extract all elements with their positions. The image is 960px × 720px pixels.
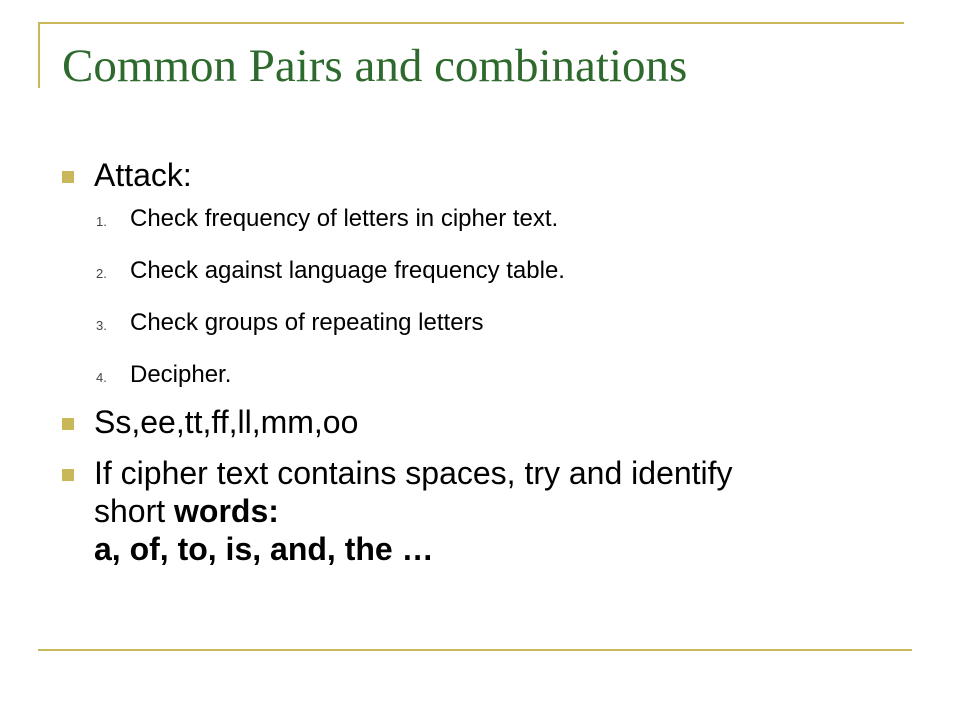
bullet-text: Attack:	[94, 157, 192, 193]
square-bullet-icon	[62, 171, 74, 183]
bullet-text-line-2	[94, 492, 912, 530]
bullet-text: Ss,ee,tt,ff,ll,mm,oo	[94, 404, 359, 440]
bullet-short-words	[62, 454, 912, 568]
list-item	[62, 256, 912, 285]
frame-left-rule	[38, 22, 40, 88]
list-item-text: Check groups of repeating letters	[130, 309, 484, 336]
plain-text: short	[94, 493, 175, 529]
slide-body	[62, 148, 912, 568]
list-item-text: Decipher.	[130, 361, 232, 388]
list-number: 2.	[96, 266, 107, 281]
list-item-text: Check against language frequency table.	[130, 257, 565, 284]
bullet-attack	[62, 156, 912, 194]
slide-title: Common Pairs and combinations	[62, 40, 688, 92]
short-words-examples: a, of, to, is, and, the …	[94, 531, 434, 567]
frame-bottom-rule	[38, 649, 912, 651]
bold-text: words:	[174, 493, 279, 529]
square-bullet-icon	[62, 418, 74, 430]
list-number: 1.	[96, 214, 107, 229]
square-bullet-icon	[62, 469, 74, 481]
list-number: 4.	[96, 370, 107, 385]
bullet-common-pairs	[62, 403, 912, 441]
list-item	[62, 204, 912, 233]
frame-top-rule	[38, 22, 904, 24]
attack-steps-list	[62, 204, 912, 389]
list-number: 3.	[96, 318, 107, 333]
list-item	[62, 360, 912, 389]
list-item-text: Check frequency of letters in cipher text.	[130, 205, 559, 232]
list-item	[62, 308, 912, 337]
bullet-text-line-1: If cipher text contains spaces, try and identify	[94, 455, 733, 491]
